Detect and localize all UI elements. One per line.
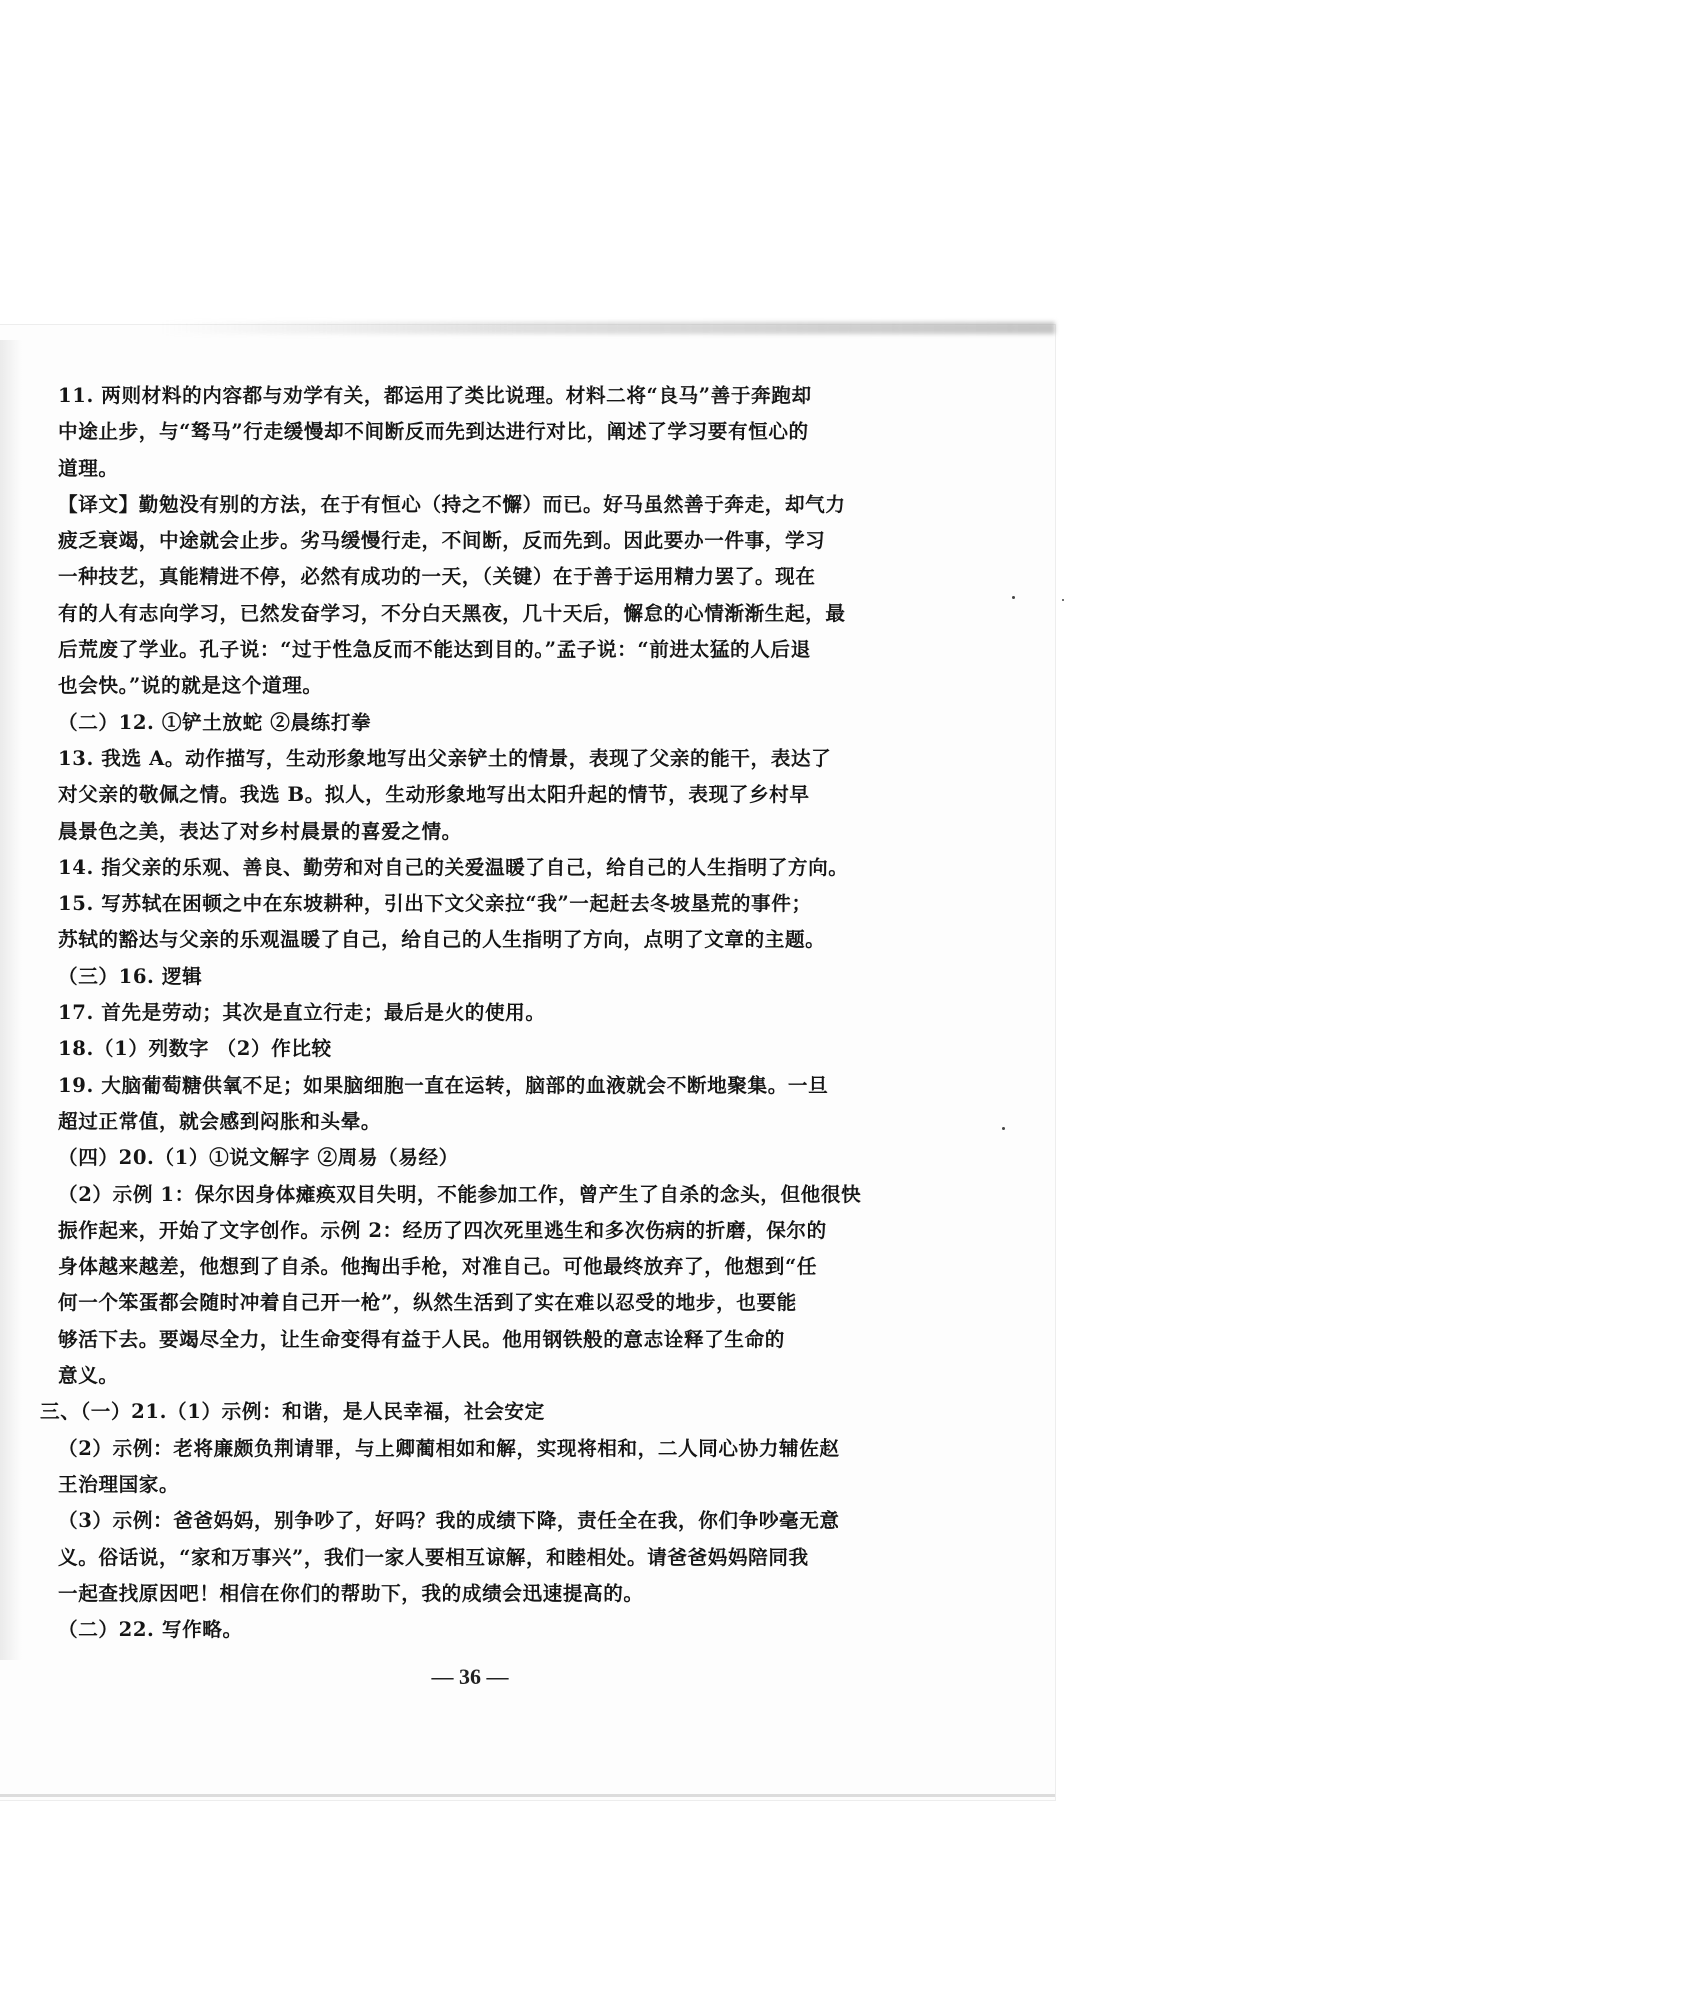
- answer-line: 中途止步，与“驽马”行走缓慢却不间断反而先到达进行对比，阐述了学习要有恒心的: [58, 420, 809, 444]
- answer-line: 17. 首先是劳动；其次是直立行走；最后是火的使用。: [58, 1001, 546, 1025]
- answer-line: 一起查找原因吧！相信在你们的帮助下，我的成绩会迅速提高的。: [58, 1581, 644, 1605]
- answer-line: （三）16. 逻辑: [58, 964, 203, 988]
- dust-speck: [1062, 599, 1064, 601]
- answer-line: 王治理国家。: [58, 1472, 180, 1496]
- answer-line: 后荒废了学业。孔子说：“过于性急反而不能达到目的。”孟子说：“前进太猛的人后退: [58, 638, 811, 662]
- answer-line: 一种技艺，真能精进不停，必然有成功的一天，（关键）在于善于运用精力罢了。现在: [58, 565, 816, 589]
- answer-line: 何一个笨蛋都会随时冲着自己开一枪”，纵然生活到了实在难以忍受的地步，也要能: [58, 1291, 797, 1315]
- answer-key-text: [40, 378, 928, 1648]
- answer-line: （二）12. ①铲土放蛇 ②晨练打拳: [58, 710, 372, 734]
- answer-line: 有的人有志向学习，已然发奋学习，不分白天黑夜，几十天后，懈怠的心情渐渐生起，最: [58, 601, 846, 625]
- answer-line: 够活下去。要竭尽全力，让生命变得有益于人民。他用钢铁般的意志诠释了生命的: [58, 1327, 785, 1351]
- answer-line: 【译文】勤勉没有别的方法，在于有恒心（持之不懈）而已。好马虽然善于奔走，却气力: [58, 492, 846, 516]
- answer-line: 身体越来越差，他想到了自杀。他掏出手枪，对准自己。可他最终放弃了，他想到“任: [58, 1255, 818, 1279]
- answer-line: 13. 我选 A。动作描写，生动形象地写出父亲铲土的情景，表现了父亲的能干，表达了: [58, 746, 832, 770]
- answer-line: 19. 大脑葡萄糖供氧不足；如果脑细胞一直在运转，脑部的血液就会不断地聚集。一旦: [58, 1073, 829, 1097]
- answer-line: 14. 指父亲的乐观、善良、勤劳和对自己的关爱温暖了自己，给自己的人生指明了方向。: [58, 855, 849, 879]
- answer-line: （2）示例：老将廉颇负荆请罪，与上卿蔺相如和解，实现将相和，二人同心协力辅佐赵: [58, 1436, 840, 1460]
- answer-line: 也会快。”说的就是这个道理。: [58, 674, 323, 698]
- answer-line: （四）20.（1）①说文解字 ②周易（易经）: [58, 1146, 459, 1170]
- answer-line: 义。俗话说，“家和万事兴”，我们一家人要相互谅解，和睦相处。请爸爸妈妈陪同我: [58, 1545, 809, 1569]
- dust-speck: [1012, 596, 1015, 599]
- answer-line: 晨景色之美，表达了对乡村晨景的喜爱之情。: [58, 819, 462, 843]
- answer-line: （2）示例 1：保尔因身体瘫痪双目失明，不能参加工作，曾产生了自杀的念头，但他很快: [58, 1182, 862, 1206]
- answer-line: （3）示例：爸爸妈妈，别争吵了，好吗？我的成绩下降，责任全在我，你们争吵毫无意: [58, 1509, 840, 1533]
- left-margin-bleed: [0, 340, 22, 1660]
- answer-line: （二）22. 写作略。: [58, 1618, 243, 1642]
- answer-line: 11. 两则材料的内容都与劝学有关，都运用了类比说理。材料二将“良马”善于奔跑却: [58, 384, 812, 407]
- answer-line: 三、（一）21.（1）示例：和谐，是人民幸福，社会安定: [40, 1400, 545, 1424]
- answer-line: 15. 写苏轼在困顿之中在东坡耕种，引出下文父亲拉“我”一起赶去冬坡垦荒的事件；: [58, 892, 812, 916]
- page-bottom-edge: [0, 1794, 1055, 1797]
- scan-edge-shadow: [160, 322, 1055, 334]
- answer-line: 振作起来，开始了文字创作。示例 2：经历了四次死里逃生和多次伤病的折磨，保尔的: [58, 1218, 827, 1242]
- dust-speck: [1002, 1127, 1005, 1130]
- answer-line: 意义。: [58, 1364, 119, 1388]
- answer-line: 苏轼的豁达与父亲的乐观温暖了自己，给自己的人生指明了方向，点明了文章的主题。: [58, 928, 826, 952]
- answer-line: 疲乏衰竭，中途就会止步。劣马缓慢行走，不间断，反而先到。因此要办一件事，学习: [58, 529, 826, 553]
- answer-line: 18.（1）列数字 （2）作比较: [58, 1037, 332, 1061]
- answer-line: 对父亲的敬佩之情。我选 B。拟人，生动形象地写出太阳升起的情节，表现了乡村早: [58, 783, 810, 807]
- answer-line: 道理。: [58, 456, 119, 480]
- answer-line: 超过正常值，就会感到闷胀和头晕。: [58, 1109, 382, 1133]
- page-number: — 36 —: [431, 1664, 509, 1689]
